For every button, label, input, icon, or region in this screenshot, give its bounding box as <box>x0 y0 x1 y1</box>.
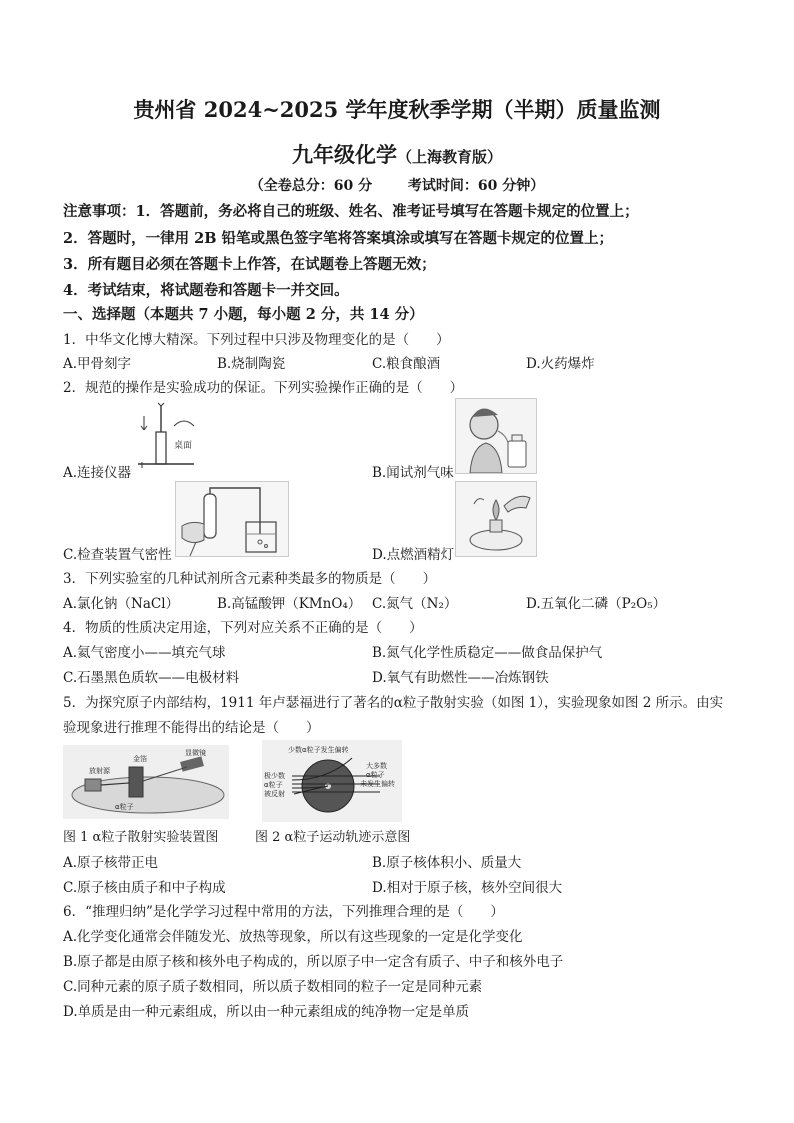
option-c: C.检查装置气密性 <box>63 547 172 563</box>
option-c: C.粮食酿酒 <box>372 356 441 372</box>
fig1-label: 金箔 <box>133 755 147 763</box>
note-line: 2．答题时，一律用 2B 铅笔或黑色签字笔将答案填涂或填写在答题卡规定的位置上； <box>63 230 614 247</box>
figure-connect-apparatus <box>134 402 198 474</box>
question-stem: 1．中华文化博大精深。下列过程中只涉及物理变化的是（ ） <box>63 332 450 348</box>
option-d: D.点燃酒精灯 <box>372 547 455 563</box>
note-line: 注意事项：1．答题前，务必将自己的班级、姓名、准考证号填写在答题卡规定的位置上； <box>63 203 639 220</box>
figure-smell-reagent <box>455 398 537 474</box>
question-stem: 2．规范的操作是实验成功的保证。下列实验操作正确的是（ ） <box>63 380 464 396</box>
option-b: B.高锰酸钾（KMnO₄） <box>217 596 362 612</box>
total-score: （全卷总分：60 分 <box>249 178 373 194</box>
option-b: B.烧制陶瓷 <box>217 356 286 372</box>
option-b: B.原子核体积小、质量大 <box>372 855 522 871</box>
option-d: D.单质是由一种元素组成，所以由一种元素组成的纯净物一定是单质 <box>63 1004 470 1020</box>
fig2-label: 未发生偏转 <box>360 780 395 788</box>
option-b: B.氮气化学性质稳定——做食品保护气 <box>372 645 603 661</box>
edition-label: （上海教育版） <box>396 148 502 166</box>
question-stem: 4．物质的性质决定用途，下列对应关系不正确的是（ ） <box>63 620 423 636</box>
fig2-label: 少数α粒子发生偏转 <box>288 746 349 754</box>
figure-alpha-trajectory <box>262 740 402 822</box>
option-d: D.五氧化二磷（P₂O₅） <box>526 596 667 612</box>
option-b: B.闻试剂气味 <box>372 465 454 481</box>
figure-2-caption: 图 2 α粒子运动轨迹示意图 <box>255 830 411 845</box>
figure-scattering-apparatus <box>63 745 229 819</box>
exam-time: 考试时间：60 分钟） <box>407 178 545 194</box>
option-a: A.连接仪器 <box>63 465 132 481</box>
exam-meta <box>0 175 794 195</box>
fig2-label: 极少数 <box>264 772 285 780</box>
note-line: 3．所有题目必须在答题卡上作答，在试题卷上答题无效； <box>63 256 436 273</box>
option-c: C.氮气（N₂） <box>372 596 458 612</box>
option-c: C.同种元素的原子质子数相同，所以质子数相同的粒子一定是同种元素 <box>63 979 483 995</box>
fig2-label: 被反射 <box>264 790 285 798</box>
option-d: D.相对于原子核，核外空间很大 <box>372 880 563 896</box>
question-stem: 5．为探究原子内部结构，1911 年卢瑟福进行了著名的α粒子散射实验（如图 1），实验现象如图 2 所示。由实 <box>63 695 724 711</box>
fig2-label: 大多数 <box>366 762 387 770</box>
note-line: 4．考试结束，将试题卷和答题卡一并交回。 <box>63 282 349 299</box>
fig2-label: α粒子 <box>264 781 283 789</box>
fig1-label: 显微镜 <box>185 749 206 757</box>
fig-label-desk: 桌面 <box>174 441 193 451</box>
option-a: A.氯化钠（NaCl） <box>63 596 180 612</box>
option-a: A.原子核带正电 <box>63 855 159 871</box>
option-a: A.氦气密度小——填充气球 <box>63 645 226 661</box>
option-b: B.原子都是由原子核和核外电子构成的，所以原子中一定含有质子、中子和核外电子 <box>63 954 564 970</box>
fig2-label: α粒子 <box>366 771 385 779</box>
option-a: A.化学变化通常会伴随发光、放热等现象，所以有这些现象的一定是化学变化 <box>63 929 523 945</box>
subject-name: 九年级化学 <box>291 142 397 167</box>
question-stem: 3．下列实验室的几种试剂所含元素种类最多的物质是（ ） <box>63 571 437 587</box>
option-c: C.原子核由质子和中子构成 <box>63 880 226 896</box>
fig1-label: 放射源 <box>89 767 110 775</box>
option-d: D.火药爆炸 <box>526 356 595 372</box>
exam-title: 贵州省 2024~2025 学年度秋季学期（半期）质量监测 <box>133 97 661 122</box>
exam-subtitle <box>0 139 794 169</box>
figure-check-airtight <box>175 481 289 557</box>
option-c: C.石墨黑色质软——电极材料 <box>63 670 240 686</box>
section-heading: 一、选择题（本题共 7 小题，每小题 2 分，共 14 分） <box>63 306 424 323</box>
figure-light-lamp <box>455 481 537 557</box>
question-stem-cont: 验现象进行推理不能得出的结论是（ ） <box>63 720 320 736</box>
question-stem: 6．“推理归纳”是化学学习过程中常用的方法，下列推理合理的是（ ） <box>63 904 504 920</box>
option-d: D.氧气有助燃性——冶炼钢铁 <box>372 670 549 686</box>
option-a: A.甲骨刻字 <box>63 356 132 372</box>
figure-1-caption: 图 1 α粒子散射实验装置图 <box>63 830 219 845</box>
fig1-label: α粒子 <box>115 803 134 811</box>
